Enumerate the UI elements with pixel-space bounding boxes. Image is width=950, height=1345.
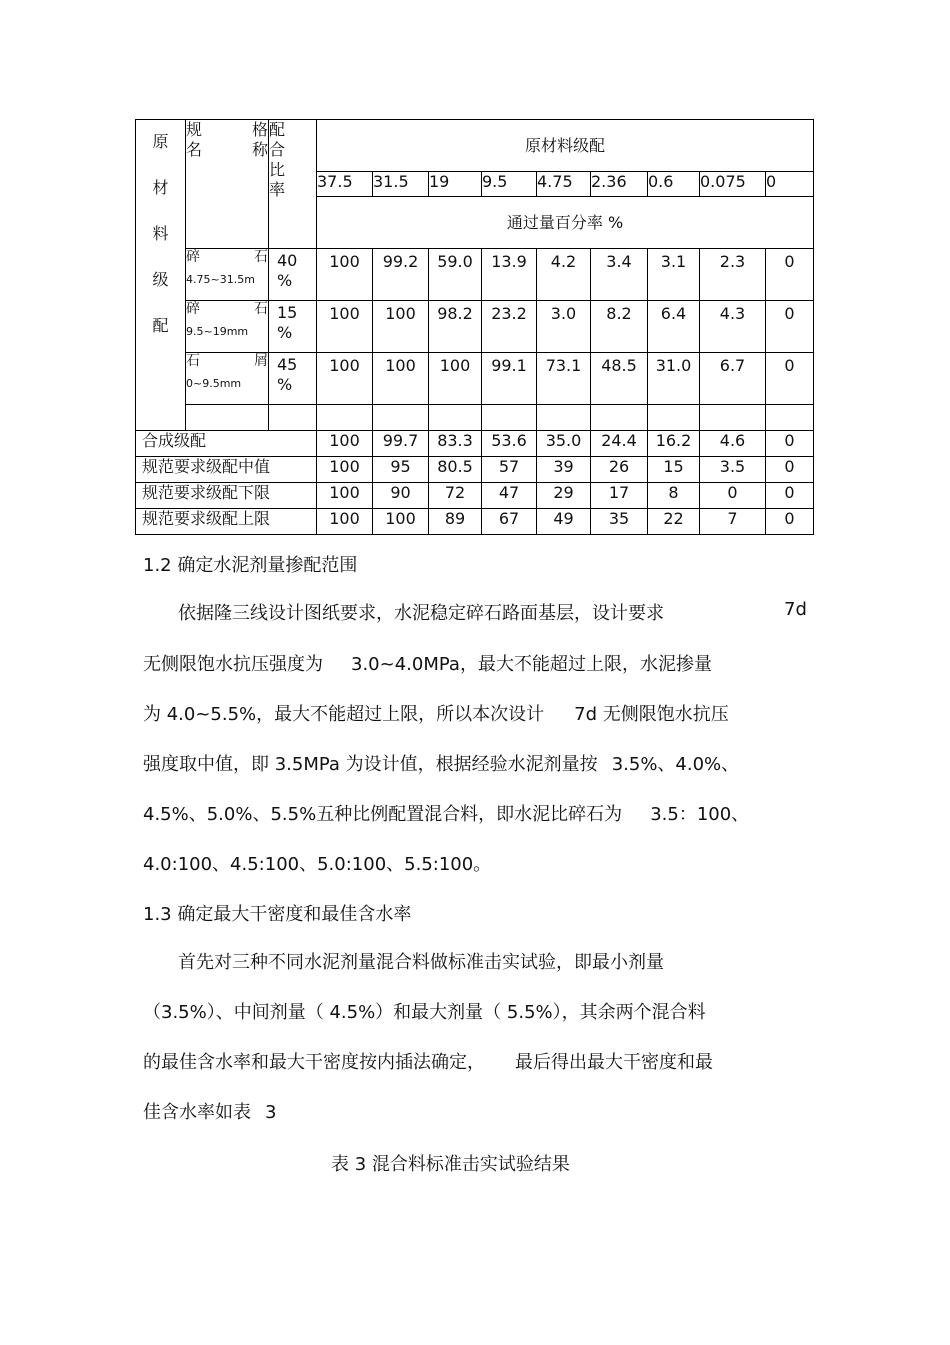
table-cell: 6.4 xyxy=(648,301,700,353)
paragraph-line: 4.0:100、4.5:100、5.0:100、5.5:100。 xyxy=(143,854,492,875)
table-cell xyxy=(482,405,537,431)
table-cell xyxy=(591,405,648,431)
gradation-title: 原材料级配 xyxy=(317,120,814,172)
table-cell: 6.7 xyxy=(700,353,766,405)
table-cell: 23.2 xyxy=(482,301,537,353)
table-cell: 59.0 xyxy=(429,249,482,301)
table-cell: 99.1 xyxy=(482,353,537,405)
table-cell: 4.2 xyxy=(537,249,591,301)
table-row xyxy=(136,457,814,483)
table-cell: 72 xyxy=(429,483,482,509)
material-name: 碎 石 4.75~31.5m xyxy=(186,249,269,301)
table-cell xyxy=(317,405,373,431)
table-cell: 100 xyxy=(317,483,373,509)
table-cell: 89 xyxy=(429,509,482,535)
sieve-size: 0 xyxy=(766,172,814,197)
paragraph-line: （3.5%）、中间剂量（ 4.5%）和最大剂量（ 5.5%），其余两个混合料 xyxy=(143,1002,706,1023)
table-cell: 57 xyxy=(482,457,537,483)
empty-row xyxy=(136,405,814,431)
table-cell: 8 xyxy=(648,483,700,509)
table-cell: 100 xyxy=(373,509,429,535)
row-label: 规范要求级配下限 xyxy=(136,483,317,509)
table-cell xyxy=(648,405,700,431)
paragraph-line: 的最佳含水率和最大干密度按内插法确定， 最后得出最大干密度和最 xyxy=(143,1052,713,1073)
pass-rate-label: 通过量百分率 % xyxy=(317,197,814,249)
table-cell: 0 xyxy=(766,509,814,535)
table-row xyxy=(136,509,814,535)
table-cell: 35.0 xyxy=(537,431,591,457)
paragraph-line: 为 4.0~5.5%，最大不能超过上限，所以本次设计 7d 无侧限饱水抗压 xyxy=(143,704,729,725)
table-cell: 99.2 xyxy=(373,249,429,301)
table-cell: 95 xyxy=(373,457,429,483)
mix-ratio: 45 % xyxy=(269,353,317,405)
sieve-size: 9.5 xyxy=(482,172,537,197)
material-name: 碎 石 9.5~19mm xyxy=(186,301,269,353)
table-cell: 47 xyxy=(482,483,537,509)
table-cell xyxy=(537,405,591,431)
table-cell xyxy=(269,405,317,431)
table-cell: 80.5 xyxy=(429,457,482,483)
table-cell: 100 xyxy=(429,353,482,405)
row-label: 合成级配 xyxy=(136,431,317,457)
table-cell: 98.2 xyxy=(429,301,482,353)
section-heading: 1.3 确定最大干密度和最佳含水率 xyxy=(143,904,412,925)
table-cell: 48.5 xyxy=(591,353,648,405)
table-row xyxy=(136,483,814,509)
table-cell: 100 xyxy=(317,431,373,457)
table-cell: 3.0 xyxy=(537,301,591,353)
table-row xyxy=(136,301,814,353)
table-cell: 8.2 xyxy=(591,301,648,353)
table-cell: 53.6 xyxy=(482,431,537,457)
paragraph-line: 4.5%、5.0%、5.5%五种比例配置混合料，即水泥比碎石为 3.5：100、 xyxy=(143,804,750,825)
table-cell: 73.1 xyxy=(537,353,591,405)
table-cell: 4.6 xyxy=(700,431,766,457)
table-cell: 3.5 xyxy=(700,457,766,483)
table-cell: 0 xyxy=(766,249,814,301)
table-cell: 31.0 xyxy=(648,353,700,405)
table-cell xyxy=(429,405,482,431)
row-label: 规范要求级配中值 xyxy=(136,457,317,483)
mix-ratio: 15 % xyxy=(269,301,317,353)
table-cell: 3.1 xyxy=(648,249,700,301)
table-cell: 2.3 xyxy=(700,249,766,301)
table-cell xyxy=(373,405,429,431)
sieve-size: 2.36 xyxy=(591,172,648,197)
table-cell: 100 xyxy=(317,353,373,405)
raw-material-gradation-label: 原 材 料 级 配 xyxy=(136,120,186,431)
table-cell: 90 xyxy=(373,483,429,509)
table-cell: 22 xyxy=(648,509,700,535)
table-cell: 13.9 xyxy=(482,249,537,301)
paragraph-line: 佳含水率如表 3 xyxy=(143,1102,277,1123)
sieve-size: 37.5 xyxy=(317,172,373,197)
table-cell xyxy=(766,405,814,431)
spec-name-header: 规 格 名 称 xyxy=(186,120,269,249)
table-caption: 表 3 混合料标准击实试验结果 xyxy=(331,1154,570,1175)
sieve-size: 31.5 xyxy=(373,172,429,197)
table-cell: 35 xyxy=(591,509,648,535)
table-cell: 0 xyxy=(766,301,814,353)
table-cell: 100 xyxy=(317,457,373,483)
table-cell: 49 xyxy=(537,509,591,535)
table-cell xyxy=(700,405,766,431)
table-row xyxy=(136,353,814,405)
table-cell: 39 xyxy=(537,457,591,483)
gradation-table xyxy=(135,119,814,535)
table-cell: 17 xyxy=(591,483,648,509)
table-cell: 3.4 xyxy=(591,249,648,301)
table-cell: 29 xyxy=(537,483,591,509)
paragraph-line: 强度取中值，即 3.5MPa 为设计值，根据经验水泥剂量按 3.5%、4.0%、 xyxy=(143,754,740,775)
table-cell xyxy=(186,405,269,431)
paragraph-line: 首先对三种不同水泥剂量混合料做标准击实试验，即最小剂量 xyxy=(178,952,664,973)
table-row xyxy=(136,431,814,457)
mix-ratio: 40 % xyxy=(269,249,317,301)
paragraph-line: 无侧限饱水抗压强度为 3.0~4.0MPa，最大不能超过上限，水泥掺量 xyxy=(143,654,712,675)
sieve-size: 0.6 xyxy=(648,172,700,197)
table-cell: 100 xyxy=(317,301,373,353)
paragraph-line-end: 7d xyxy=(784,599,807,620)
table-cell: 26 xyxy=(591,457,648,483)
table-cell: 100 xyxy=(317,249,373,301)
table-cell: 100 xyxy=(373,301,429,353)
sieve-size: 0.075 xyxy=(700,172,766,197)
mix-ratio-header: 配 合 比 率 xyxy=(269,120,317,249)
table-cell: 0 xyxy=(766,353,814,405)
table-cell: 0 xyxy=(766,483,814,509)
material-name: 石 屑 0~9.5mm xyxy=(186,353,269,405)
table-cell: 0 xyxy=(700,483,766,509)
sieve-size: 19 xyxy=(429,172,482,197)
table-cell: 99.7 xyxy=(373,431,429,457)
table-cell: 0 xyxy=(766,457,814,483)
table-cell: 16.2 xyxy=(648,431,700,457)
table-cell: 100 xyxy=(317,509,373,535)
paragraph-line: 依据隆三线设计图纸要求，水泥稳定碎石路面基层，设计要求 xyxy=(178,603,664,624)
sieve-size: 4.75 xyxy=(537,172,591,197)
row-label: 规范要求级配上限 xyxy=(136,509,317,535)
table-cell: 4.3 xyxy=(700,301,766,353)
table-row xyxy=(136,249,814,301)
table-cell: 67 xyxy=(482,509,537,535)
table-cell: 24.4 xyxy=(591,431,648,457)
table-cell: 83.3 xyxy=(429,431,482,457)
table-cell: 7 xyxy=(700,509,766,535)
section-heading: 1.2 确定水泥剂量掺配范围 xyxy=(143,555,358,576)
table-cell: 100 xyxy=(373,353,429,405)
table-cell: 15 xyxy=(648,457,700,483)
table-cell: 0 xyxy=(766,431,814,457)
